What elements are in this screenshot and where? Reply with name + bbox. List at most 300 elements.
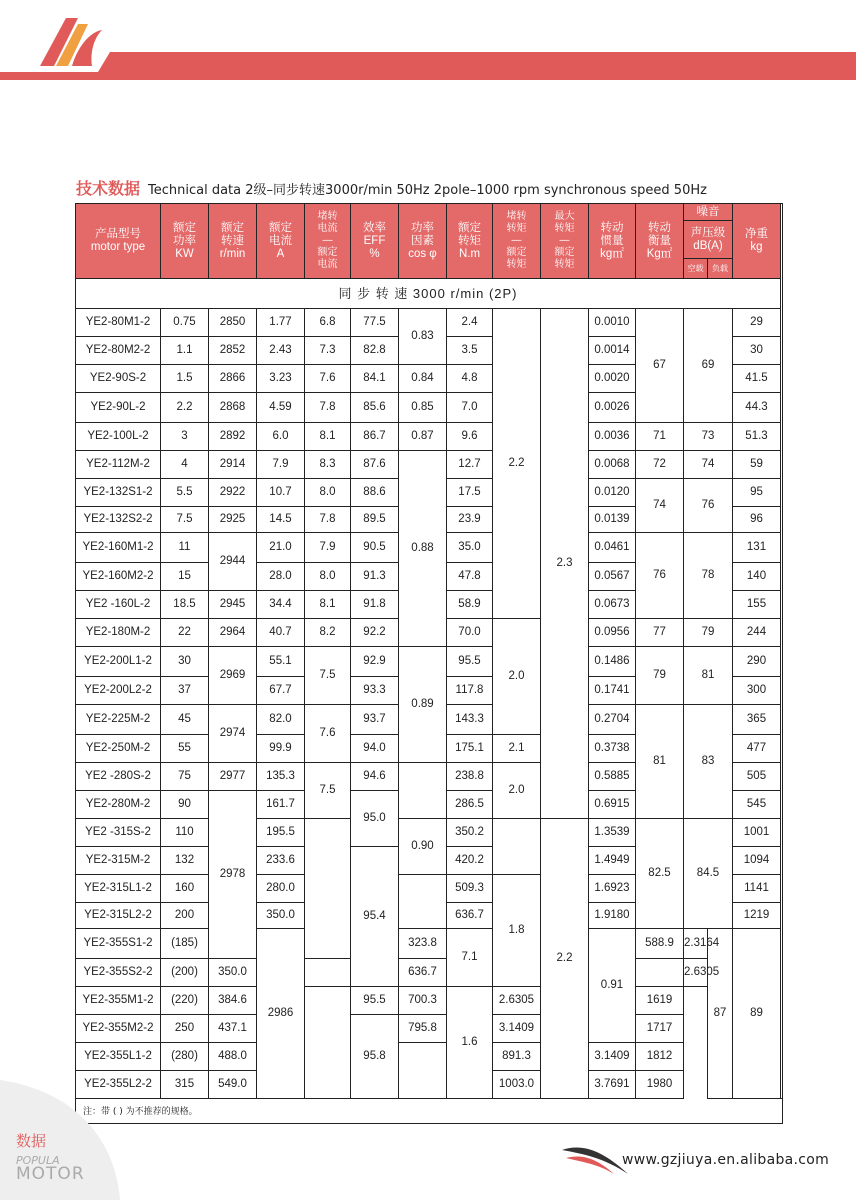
table-row bbox=[76, 309, 781, 337]
cell-eff: 95.4 bbox=[351, 847, 399, 987]
cell-eff: 92.9 bbox=[351, 647, 399, 677]
cell-eff: 85.6 bbox=[351, 393, 399, 423]
cell-amp: 488.0 bbox=[209, 1043, 257, 1071]
footer-brand-2: MOTOR bbox=[16, 1164, 85, 1184]
cell-tq: 588.9 bbox=[636, 929, 684, 959]
th-inertia: 转动 惯量 kg㎡ bbox=[589, 204, 636, 279]
cell-pf: 0.88 bbox=[399, 451, 447, 647]
cell-amp: 6.0 bbox=[257, 423, 305, 451]
th-balance: 转动 衡量 Kg㎡ bbox=[636, 204, 684, 279]
cell-amp: 14.5 bbox=[257, 507, 305, 533]
cell-kw: 0.75 bbox=[161, 309, 209, 337]
cell-j: 2.6305 bbox=[684, 959, 708, 987]
cell-wt: 1141 bbox=[733, 875, 781, 903]
th-power: 额定 功率 KW bbox=[161, 204, 209, 279]
cell-rpm: 2922 bbox=[209, 479, 257, 507]
cell-amp: 437.1 bbox=[209, 1015, 257, 1043]
section-label: 同 步 转 速 3000 r/min (2P) bbox=[76, 279, 781, 309]
cell-wt: 505 bbox=[733, 763, 781, 791]
cell-kw: (185) bbox=[161, 929, 209, 959]
cell-amp: 10.7 bbox=[257, 479, 305, 507]
cell-kw: (200) bbox=[161, 959, 209, 987]
cell-lc: 6.8 bbox=[305, 309, 351, 337]
footer-cn: 数据 bbox=[16, 1132, 47, 1150]
cell-j: 0.5885 bbox=[589, 763, 636, 791]
section-title bbox=[76, 176, 707, 199]
cell-wt: 477 bbox=[733, 735, 781, 763]
th-noload: 空载 bbox=[684, 259, 708, 279]
cell-j: 0.0120 bbox=[589, 479, 636, 507]
cell-amp: 34.4 bbox=[257, 591, 305, 619]
cell-lt: 2.2 bbox=[493, 309, 541, 619]
cell-kw: 37 bbox=[161, 677, 209, 705]
cell-amp: 350.0 bbox=[257, 903, 305, 929]
cell-wt: 1219 bbox=[733, 903, 781, 929]
table-row bbox=[76, 451, 781, 479]
cell-model: YE2-355L1-2 bbox=[76, 1043, 161, 1071]
cell-lc: 7.3 bbox=[305, 337, 351, 365]
cell-model: YE2-180M-2 bbox=[76, 619, 161, 647]
table-row bbox=[76, 929, 781, 959]
cell-wt: 59 bbox=[733, 451, 781, 479]
cell-wt: 1717 bbox=[636, 1015, 684, 1043]
cell-wt: 1619 bbox=[636, 987, 684, 1015]
cell-kw: 3 bbox=[161, 423, 209, 451]
cell-wt: 1094 bbox=[733, 847, 781, 875]
th-eff: 效率 EFF % bbox=[351, 204, 399, 279]
cell-wt: 41.5 bbox=[733, 365, 781, 393]
cell-wt: 365 bbox=[733, 705, 781, 735]
cell-lc: 7.6 bbox=[305, 365, 351, 393]
table-row bbox=[76, 987, 781, 1015]
cell-bal: 82.5 bbox=[636, 819, 684, 929]
cell-j: 1.3539 bbox=[589, 819, 636, 847]
swoosh-icon bbox=[560, 1140, 630, 1176]
cell-bal: 67 bbox=[636, 309, 684, 423]
table-row bbox=[76, 819, 781, 847]
cell-kw: 30 bbox=[161, 647, 209, 677]
cell-tq: 795.8 bbox=[399, 1015, 447, 1043]
cell-tq: 95.5 bbox=[447, 647, 493, 677]
cell-rpm: 2974 bbox=[209, 705, 257, 763]
cell-pf-empty bbox=[399, 875, 447, 929]
cell-pf: 0.84 bbox=[399, 365, 447, 393]
th-spl: 声压级 dB(A) bbox=[684, 221, 733, 259]
cell-amp: 28.0 bbox=[257, 563, 305, 591]
cell-tq: 70.0 bbox=[447, 619, 493, 647]
cell-eff: 94.0 bbox=[351, 735, 399, 763]
cell-j: 0.0461 bbox=[589, 533, 636, 563]
cell-tq: 700.3 bbox=[399, 987, 447, 1015]
footer-brand-1: POPULA bbox=[16, 1154, 60, 1167]
cell-lc: 8.1 bbox=[305, 591, 351, 619]
cell-kw: 315 bbox=[161, 1071, 209, 1099]
cell-pf: 0.91 bbox=[589, 929, 636, 1043]
cell-pf-empty bbox=[399, 763, 447, 819]
cell-eff: 93.7 bbox=[351, 705, 399, 735]
th-pf: 功率 因素 cos φ bbox=[399, 204, 447, 279]
cell-model: YE2-160M2-2 bbox=[76, 563, 161, 591]
cell-eff: 93.3 bbox=[351, 677, 399, 705]
cell-amp: 7.9 bbox=[257, 451, 305, 479]
cell-j: 0.0020 bbox=[589, 365, 636, 393]
cell-tq: 175.1 bbox=[447, 735, 493, 763]
cell-tq: 2.4 bbox=[447, 309, 493, 337]
cell-noise: 78 bbox=[684, 533, 733, 619]
cell-noise: 81 bbox=[684, 647, 733, 705]
cell-tq: 509.3 bbox=[447, 875, 493, 903]
table-row bbox=[76, 1043, 781, 1071]
cell-wt: 29 bbox=[733, 309, 781, 337]
cell-rpm: 2850 bbox=[209, 309, 257, 337]
cell-kw: 15 bbox=[161, 563, 209, 591]
cell-noise: 73 bbox=[684, 423, 733, 451]
cell-rpm: 2969 bbox=[209, 647, 257, 705]
cell-amp: 40.7 bbox=[257, 619, 305, 647]
cell-noise: 76 bbox=[684, 479, 733, 533]
cell-tq: 1003.0 bbox=[493, 1071, 541, 1099]
company-logo bbox=[38, 16, 104, 68]
cell-model: YE2-80M2-2 bbox=[76, 337, 161, 365]
cell-tq: 420.2 bbox=[447, 847, 493, 875]
cell-noise: 84.5 bbox=[684, 819, 733, 929]
th-weight: 净重 kg bbox=[733, 204, 781, 279]
cell-bal: 71 bbox=[636, 423, 684, 451]
cell-wt: 140 bbox=[733, 563, 781, 591]
cell-amp: 350.0 bbox=[209, 959, 257, 987]
cell-tq: 23.9 bbox=[447, 507, 493, 533]
footer-brand bbox=[16, 1130, 85, 1182]
cell-amp: 55.1 bbox=[257, 647, 305, 677]
cell-lt: 1.6 bbox=[447, 987, 493, 1099]
cell-model: YE2-355S1-2 bbox=[76, 929, 161, 959]
cell-model: YE2-280M-2 bbox=[76, 791, 161, 819]
cell-pf: 0.89 bbox=[399, 647, 447, 763]
cell-eff: 95.0 bbox=[351, 791, 399, 847]
cell-kw: 22 bbox=[161, 619, 209, 647]
cell-tq: 636.7 bbox=[447, 903, 493, 929]
cell-bal: 74 bbox=[636, 479, 684, 533]
th-locked-torque: 堵转 转矩 ― 额定 转矩 bbox=[493, 204, 541, 279]
cell-model: YE2-250M-2 bbox=[76, 735, 161, 763]
cell-wt: 1812 bbox=[636, 1043, 684, 1071]
cell-model: YE2-160M1-2 bbox=[76, 533, 161, 563]
cell-noise: 79 bbox=[684, 619, 733, 647]
cell-model: YE2-100L-2 bbox=[76, 423, 161, 451]
cell-amp: 67.7 bbox=[257, 677, 305, 705]
cell-j: 0.0010 bbox=[589, 309, 636, 337]
cell-amp: 99.9 bbox=[257, 735, 305, 763]
cell-model: YE2-90L-2 bbox=[76, 393, 161, 423]
cell-wt: 30 bbox=[733, 337, 781, 365]
cell-j: 0.0139 bbox=[589, 507, 636, 533]
cell-rpm: 2925 bbox=[209, 507, 257, 533]
cell-model: YE2-355S2-2 bbox=[76, 959, 161, 987]
th-speed: 额定 转速 r/min bbox=[209, 204, 257, 279]
cell-kw: 45 bbox=[161, 705, 209, 735]
cell-wt: 244 bbox=[733, 619, 781, 647]
cell-j: 0.1741 bbox=[589, 677, 636, 705]
cell-lc: 7.6 bbox=[305, 705, 351, 763]
cell-j: 3.7691 bbox=[589, 1071, 636, 1099]
cell-pf-empty bbox=[399, 1043, 447, 1099]
cell-rpm: 2977 bbox=[209, 763, 257, 791]
cell-lc: 7.5 bbox=[305, 763, 351, 819]
cell-mt: 2.2 bbox=[541, 819, 589, 1099]
cell-lt: 2.1 bbox=[493, 735, 541, 763]
cell-kw: 7.5 bbox=[161, 507, 209, 533]
cell-lc: 8.0 bbox=[305, 563, 351, 591]
cell-noise: 83 bbox=[684, 705, 733, 819]
cell-lc: 7.5 bbox=[305, 647, 351, 705]
cell-kw: (280) bbox=[161, 1043, 209, 1071]
cell-tq: 4.8 bbox=[447, 365, 493, 393]
cell-kw: 18.5 bbox=[161, 591, 209, 619]
cell-model: YE2-132S1-2 bbox=[76, 479, 161, 507]
cell-kw: (220) bbox=[161, 987, 209, 1015]
cell-rpm: 2978 bbox=[209, 791, 257, 959]
cell-amp: 82.0 bbox=[257, 705, 305, 735]
cell-kw: 200 bbox=[161, 903, 209, 929]
footnote: 注：带 ( ) 为不推荐的规格。 bbox=[83, 1107, 198, 1117]
cell-amp: 21.0 bbox=[257, 533, 305, 563]
cell-model: YE2-90S-2 bbox=[76, 365, 161, 393]
cell-lc: 7.9 bbox=[305, 533, 351, 563]
cell-model: YE2-80M1-2 bbox=[76, 309, 161, 337]
cell-wt: 95 bbox=[733, 479, 781, 507]
th-locked-current: 堵转 电流 ― 额定 电流 bbox=[305, 204, 351, 279]
cell-wt: 1980 bbox=[636, 1071, 684, 1099]
cell-eff-empty bbox=[305, 959, 351, 987]
cell-amp: 280.0 bbox=[257, 875, 305, 903]
cell-wt: 96 bbox=[733, 507, 781, 533]
cell-lt: 1.8 bbox=[493, 875, 541, 987]
cell-j: 0.0673 bbox=[589, 591, 636, 619]
cell-tq: 117.8 bbox=[447, 677, 493, 705]
cell-j: 0.0014 bbox=[589, 337, 636, 365]
cell-kw: 4 bbox=[161, 451, 209, 479]
cell-eff: 90.5 bbox=[351, 533, 399, 563]
cell-noise: 89 bbox=[733, 929, 781, 1099]
cell-model: YE2-315M-2 bbox=[76, 847, 161, 875]
cell-j: 0.0068 bbox=[589, 451, 636, 479]
cell-wt: 155 bbox=[733, 591, 781, 619]
cell-lt-empty bbox=[493, 819, 541, 875]
cell-amp: 195.5 bbox=[257, 819, 305, 847]
cell-model: YE2-200L1-2 bbox=[76, 647, 161, 677]
cell-j: 2.3164 bbox=[684, 929, 708, 959]
cell-lc: 7.1 bbox=[447, 929, 493, 987]
cell-wt: 300 bbox=[733, 677, 781, 705]
cell-eff: 84.1 bbox=[351, 365, 399, 393]
cell-model: YE2-355M1-2 bbox=[76, 987, 161, 1015]
cell-model: YE2 -160L-2 bbox=[76, 591, 161, 619]
cell-eff: 91.3 bbox=[351, 563, 399, 591]
cell-wt: 545 bbox=[733, 791, 781, 819]
cell-j: 0.0567 bbox=[589, 563, 636, 591]
cell-eff: 95.5 bbox=[351, 987, 399, 1015]
cell-kw: 132 bbox=[161, 847, 209, 875]
cell-eff: 92.2 bbox=[351, 619, 399, 647]
cell-amp: 323.8 bbox=[399, 929, 447, 959]
cell-lc: 8.0 bbox=[305, 479, 351, 507]
th-model: 产品型号 motor type bbox=[76, 204, 161, 279]
cell-eff: 82.8 bbox=[351, 337, 399, 365]
cell-lc: 8.1 bbox=[305, 423, 351, 451]
cell-model: YE2-315L1-2 bbox=[76, 875, 161, 903]
cell-lt: 2.0 bbox=[493, 619, 541, 735]
cell-tq: 17.5 bbox=[447, 479, 493, 507]
cell-pf: 0.85 bbox=[399, 393, 447, 423]
cell-j: 3.1409 bbox=[589, 1043, 636, 1071]
cell-pf: 0.90 bbox=[399, 819, 447, 875]
cell-kw: 1.5 bbox=[161, 365, 209, 393]
cell-rpm: 2892 bbox=[209, 423, 257, 451]
cell-kw: 75 bbox=[161, 763, 209, 791]
table-row bbox=[76, 1015, 781, 1043]
cell-wt: 1001 bbox=[733, 819, 781, 847]
cell-rpm: 2868 bbox=[209, 393, 257, 423]
cell-j: 0.0956 bbox=[589, 619, 636, 647]
cell-j: 3.1409 bbox=[493, 1015, 541, 1043]
cell-wt: 290 bbox=[733, 647, 781, 677]
cell-lc-empty bbox=[305, 987, 351, 1099]
cell-model: YE2-355M2-2 bbox=[76, 1015, 161, 1043]
cell-amp: 233.6 bbox=[257, 847, 305, 875]
cell-amp: 384.6 bbox=[209, 987, 257, 1015]
cell-rpm: 2986 bbox=[257, 929, 305, 1099]
cell-eff: 95.8 bbox=[351, 1015, 399, 1099]
cell-tq: 636.7 bbox=[399, 959, 447, 987]
cell-j: 0.0036 bbox=[589, 423, 636, 451]
cell-eff: 86.7 bbox=[351, 423, 399, 451]
cell-wt: 51.3 bbox=[733, 423, 781, 451]
cell-pf: 0.83 bbox=[399, 309, 447, 365]
table-row bbox=[76, 423, 781, 451]
cell-eff: 77.5 bbox=[351, 309, 399, 337]
table-row bbox=[76, 647, 781, 677]
cell-j: 1.6923 bbox=[589, 875, 636, 903]
cell-rpm: 2852 bbox=[209, 337, 257, 365]
cell-kw: 2.2 bbox=[161, 393, 209, 423]
cell-kw: 160 bbox=[161, 875, 209, 903]
th-max-torque: 最大 转矩 ― 额定 转矩 bbox=[541, 204, 589, 279]
cell-noise: 69 bbox=[684, 309, 733, 423]
cell-rpm: 2866 bbox=[209, 365, 257, 393]
cell-bal: 77 bbox=[636, 619, 684, 647]
cell-j: 0.1486 bbox=[589, 647, 636, 677]
website-url[interactable]: www.gzjiuya.en.alibaba.com bbox=[622, 1152, 830, 1168]
cell-tq: 143.3 bbox=[447, 705, 493, 735]
cell-bal: 81 bbox=[636, 705, 684, 819]
cell-model: YE2 -280S-2 bbox=[76, 763, 161, 791]
cell-bal: 87 bbox=[708, 929, 733, 1099]
title-en: Technical data 2级–同步转速3000r/min 50Hz 2pole–1000 rpm synchronous speed 50Hz bbox=[148, 183, 707, 198]
cell-kw: 1.1 bbox=[161, 337, 209, 365]
cell-kw: 250 bbox=[161, 1015, 209, 1043]
table-row bbox=[76, 959, 781, 987]
cell-rpm: 2964 bbox=[209, 619, 257, 647]
cell-lt: 2.0 bbox=[493, 763, 541, 819]
cell-kw: 11 bbox=[161, 533, 209, 563]
cell-bal: 76 bbox=[636, 533, 684, 619]
cell-wt: 131 bbox=[733, 533, 781, 563]
cell-tq: 12.7 bbox=[447, 451, 493, 479]
cell-j: 1.9180 bbox=[589, 903, 636, 929]
cell-j: 0.0026 bbox=[589, 393, 636, 423]
cell-lc: 8.2 bbox=[305, 619, 351, 647]
cell-kw: 55 bbox=[161, 735, 209, 763]
cell-model: YE2-225M-2 bbox=[76, 705, 161, 735]
cell-rpm: 2945 bbox=[209, 591, 257, 619]
cell-noise: 74 bbox=[684, 451, 733, 479]
cell-lc: 8.3 bbox=[305, 451, 351, 479]
cell-mt: 2.3 bbox=[541, 309, 589, 819]
cell-tq: 47.8 bbox=[447, 563, 493, 591]
cell-tq: 3.5 bbox=[447, 337, 493, 365]
cell-amp: 161.7 bbox=[257, 791, 305, 819]
cell-model: YE2-315L2-2 bbox=[76, 903, 161, 929]
cell-amp: 1.77 bbox=[257, 309, 305, 337]
cell-eff: 88.6 bbox=[351, 479, 399, 507]
th-current: 额定 电流 A bbox=[257, 204, 305, 279]
cell-kw: 110 bbox=[161, 819, 209, 847]
cell-lt-empty bbox=[636, 959, 684, 987]
cell-tq: 286.5 bbox=[447, 791, 493, 819]
cell-lc: 7.8 bbox=[305, 393, 351, 423]
cell-tq: 350.2 bbox=[447, 819, 493, 847]
cell-tq: 7.0 bbox=[447, 393, 493, 423]
cell-model: YE2-132S2-2 bbox=[76, 507, 161, 533]
cell-j: 0.2704 bbox=[589, 705, 636, 735]
cell-rpm: 2914 bbox=[209, 451, 257, 479]
cell-bal: 72 bbox=[636, 451, 684, 479]
cell-amp: 3.23 bbox=[257, 365, 305, 393]
cell-lc-empty bbox=[305, 819, 351, 959]
cell-lc: 7.8 bbox=[305, 507, 351, 533]
cell-rpm: 2944 bbox=[209, 533, 257, 591]
cell-eff: 94.6 bbox=[351, 763, 399, 791]
cell-tq: 58.9 bbox=[447, 591, 493, 619]
cell-j: 1.4949 bbox=[589, 847, 636, 875]
th-torque: 额定 转矩 N.m bbox=[447, 204, 493, 279]
cell-model: YE2-112M-2 bbox=[76, 451, 161, 479]
cell-eff: 91.8 bbox=[351, 591, 399, 619]
th-load: 负载 bbox=[708, 259, 733, 279]
cell-eff: 89.5 bbox=[351, 507, 399, 533]
title-cn: 技术数据 bbox=[76, 179, 141, 198]
cell-tq: 238.8 bbox=[447, 763, 493, 791]
cell-kw: 90 bbox=[161, 791, 209, 819]
cell-tq: 35.0 bbox=[447, 533, 493, 563]
cell-model: YE2-355L2-2 bbox=[76, 1071, 161, 1099]
cell-wt: 44.3 bbox=[733, 393, 781, 423]
cell-model: YE2 -315S-2 bbox=[76, 819, 161, 847]
cell-j: 2.6305 bbox=[493, 987, 541, 1015]
cell-amp: 4.59 bbox=[257, 393, 305, 423]
cell-amp: 549.0 bbox=[209, 1071, 257, 1099]
cell-model: YE2-200L2-2 bbox=[76, 677, 161, 705]
cell-amp: 2.43 bbox=[257, 337, 305, 365]
cell-tq: 9.6 bbox=[447, 423, 493, 451]
cell-kw: 5.5 bbox=[161, 479, 209, 507]
header-band bbox=[0, 52, 856, 80]
cell-j: 0.3738 bbox=[589, 735, 636, 763]
spec-table bbox=[75, 203, 781, 1099]
th-noise: 噪音 bbox=[684, 204, 733, 221]
cell-j: 0.6915 bbox=[589, 791, 636, 819]
cell-eff: 87.6 bbox=[351, 451, 399, 479]
